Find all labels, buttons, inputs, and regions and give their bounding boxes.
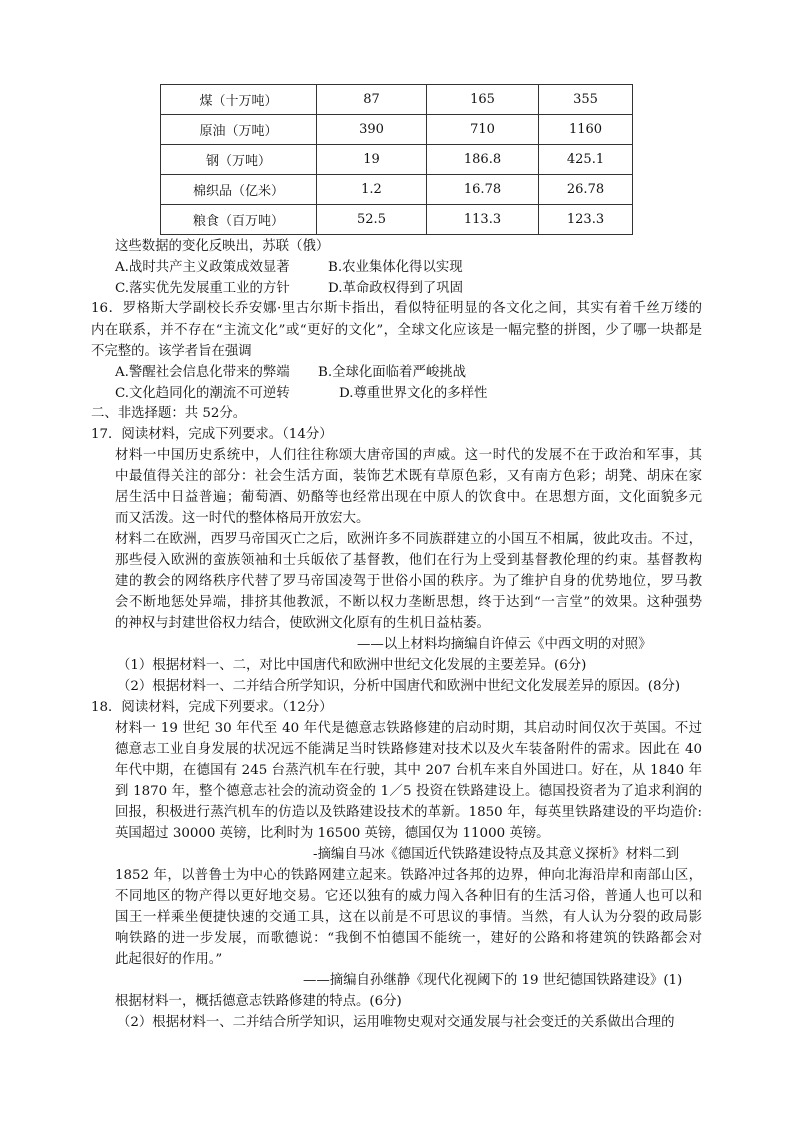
table-cell: 425.1 — [539, 145, 633, 175]
q16-line: 内在联系，并不存在“主流文化”或“更好的文化”，全球文化应该是一幅完整的拼图，少了哪一块都是 — [91, 323, 702, 338]
q17-subquestion-1: （1）根据材料一、二，对比中国唐代和欧洲中世纪文化发展的主要差异。(6分) — [117, 658, 587, 673]
q18-material-line: 材料一 19 世纪 30 年代至 40 年代是德意志铁路修建的启动时期，其启动时间仅次于英国。不过 — [115, 721, 702, 736]
table-row — [161, 175, 633, 205]
q17-material-line: 建的教会的网络秩序代替了罗马帝国凌驾于世俗小国的秩序。为了维护自身的优势地位，罗马教 — [115, 574, 702, 589]
table-cell: 52.5 — [317, 205, 427, 235]
q17-material-line: 中最值得关注的部分：社会生活方面，装饰艺术既有草原色彩，又有南方色彩；胡凳、胡床在家 — [115, 469, 702, 484]
table-cell: 355 — [539, 85, 633, 115]
table-cell: 19 — [317, 145, 427, 175]
table-cell: 123.3 — [539, 205, 633, 235]
table-cell: 165 — [427, 85, 539, 115]
q18-material-line: 德意志工业自身发展的状况远不能满足当时铁路修建对技术以及火车装备附件的需求。因此在 40 — [115, 742, 702, 757]
q17-material-line: 材料一中国历史系统中，人们往往称颂大唐帝国的声威。这一时代的发展不在于政治和军事，其 — [115, 448, 702, 463]
q16-option-d: D.尊重世界文化的多样性 — [339, 386, 488, 401]
q18-material-line: 不同地区的物产得以更好地交易。它还以独有的威力闯入各种旧有的生活习俗，普通人也可以和 — [115, 889, 702, 904]
table-cell: 棉织品（亿米） — [161, 175, 317, 205]
q17-material-line: 而又活泼。这一时代的整体格局开放宏大。 — [115, 511, 370, 526]
table-cell: 87 — [317, 85, 427, 115]
q15-option-c: C.落实优先发展重工业的方针 — [115, 281, 290, 296]
q18-subquestion-2: （2）根据材料一、二并结合所学知识，运用唯物史观对交通发展与社会变迁的关系做出合理的 — [117, 1015, 675, 1030]
table-cell: 390 — [317, 115, 427, 145]
table-cell: 113.3 — [427, 205, 539, 235]
q16-option-c: C.文化趋同化的潮流不可逆转 — [115, 386, 290, 401]
q18-material-line: 回报，积极进行蒸汽机车的仿造以及铁路建设技术的革新。1850 年，每英里铁路建设的平均造价: — [115, 805, 702, 820]
table-cell: 26.78 — [539, 175, 633, 205]
q18-material-line: 年代中期，在德国有 245 台蒸汽机车在行驶，其中 207 台机车来自外国进口。好在，从 1840 年 — [115, 763, 702, 778]
q18-material-line: 英国超过 30000 英镑，比利时为 16500 英镑，德国仅为 11000 英镑。 — [115, 826, 550, 841]
q15-option-d: D.革命政权得到了巩固 — [328, 281, 464, 296]
q17-material-line: 的神权与封建世俗权力结合，使欧洲文化原有的生机日益枯萎。 — [115, 616, 490, 631]
q18-material-line: 此起很好的作用。” — [115, 952, 223, 967]
q15-stem: 这些数据的变化反映出，苏联（俄） — [115, 239, 330, 254]
q18-source-2: ——摘编自孙继静《现代化视阈下的 19 世纪德国铁路建设》(1) — [303, 973, 683, 988]
q18-heading: 18．阅读材料，完成下列要求。（12分） — [91, 700, 333, 715]
q18-material-line: 到 1870 年，整个德意志社会的流动资金的 1／5 投资在铁路建设上。德国投资者为了追求利润的 — [115, 784, 702, 799]
q16-option-a: A.警醒社会信息化带来的弊端 — [115, 365, 290, 380]
q18-source-1: -摘编自马冰《德国近代铁路建设特点及其意义探析》材料二到 — [313, 847, 680, 862]
q17-material-line: 会不断地惩处异端，排挤其他教派，不断以权力垄断思想，终于达到“一言堂”的效果。这种强势 — [115, 595, 702, 610]
q16-line: 不完整的。该学者旨在强调 — [91, 344, 252, 359]
q15-option-b: B.农业集体化得以实现 — [328, 260, 463, 275]
q18-material-line: 1852 年，以普鲁士为中心的铁路网建立起来。铁路冲过各邦的边界，伸向北海沿岸和南部山区， — [115, 868, 702, 883]
q17-material-line: 居生活中日益普遍；葡萄酒、奶酪等也经常出现在中原人的饮食中。在思想方面，文化面貌多元 — [115, 490, 702, 505]
q18-subquestion-1: 根据材料一，概括德意志铁路修建的特点。(6分) — [115, 994, 402, 1009]
q16-line: 16．罗格斯大学副校长乔安娜·里古尔斯卡指出，看似特征明显的各文化之间，其实有着千丝万缕的 — [91, 301, 702, 316]
table-row — [161, 115, 633, 145]
q17-subquestion-2: （2）根据材料一、二并结合所学知识，分析中国唐代和欧洲中世纪文化发展差异的原因。(8分) — [117, 679, 681, 694]
data-table — [160, 84, 633, 235]
table-cell: 煤（十万吨） — [161, 85, 317, 115]
table-cell: 1.2 — [317, 175, 427, 205]
q17-heading: 17．阅读材料，完成下列要求。（14分） — [91, 427, 333, 442]
q15-option-a: A.战时共产主义政策成效显著 — [115, 260, 290, 275]
table-row — [161, 145, 633, 175]
q17-material-line: 材料二在欧洲，西罗马帝国灭亡之后，欧洲许多不同族群建立的小国互不相属，彼此攻击。不过， — [115, 532, 702, 547]
q17-material-line: 那些侵入欧洲的蛮族领袖和士兵皈依了基督教，他们在行为上受到基督教伦理的约束。基督教构 — [115, 553, 702, 568]
table-cell: 粮食（百万吨） — [161, 205, 317, 235]
q18-material-line: 国王一样乘坐便捷快速的交通工具，这在以前是不可思议的事情。当然，有人认为分裂的政局影 — [115, 910, 702, 925]
table-cell: 16.78 — [427, 175, 539, 205]
section-heading: 二、非选择题：共 52分。 — [91, 406, 247, 421]
table-row — [161, 205, 633, 235]
q18-material-line: 响铁路的进一步发展，而歌德说：“我倒不怕德国不能统一，建好的公路和将建筑的铁路都会对 — [115, 931, 702, 946]
table-cell: 1160 — [539, 115, 633, 145]
q16-option-b: B.全球化面临着严峻挑战 — [318, 365, 467, 380]
table-cell: 钢（万吨） — [161, 145, 317, 175]
table-cell: 710 — [427, 115, 539, 145]
q17-source: ——以上材料均摘编自许倬云《中西文明的对照》 — [357, 637, 652, 652]
table-cell: 186.8 — [427, 145, 539, 175]
table-row — [161, 85, 633, 115]
table-cell: 原油（万吨） — [161, 115, 317, 145]
